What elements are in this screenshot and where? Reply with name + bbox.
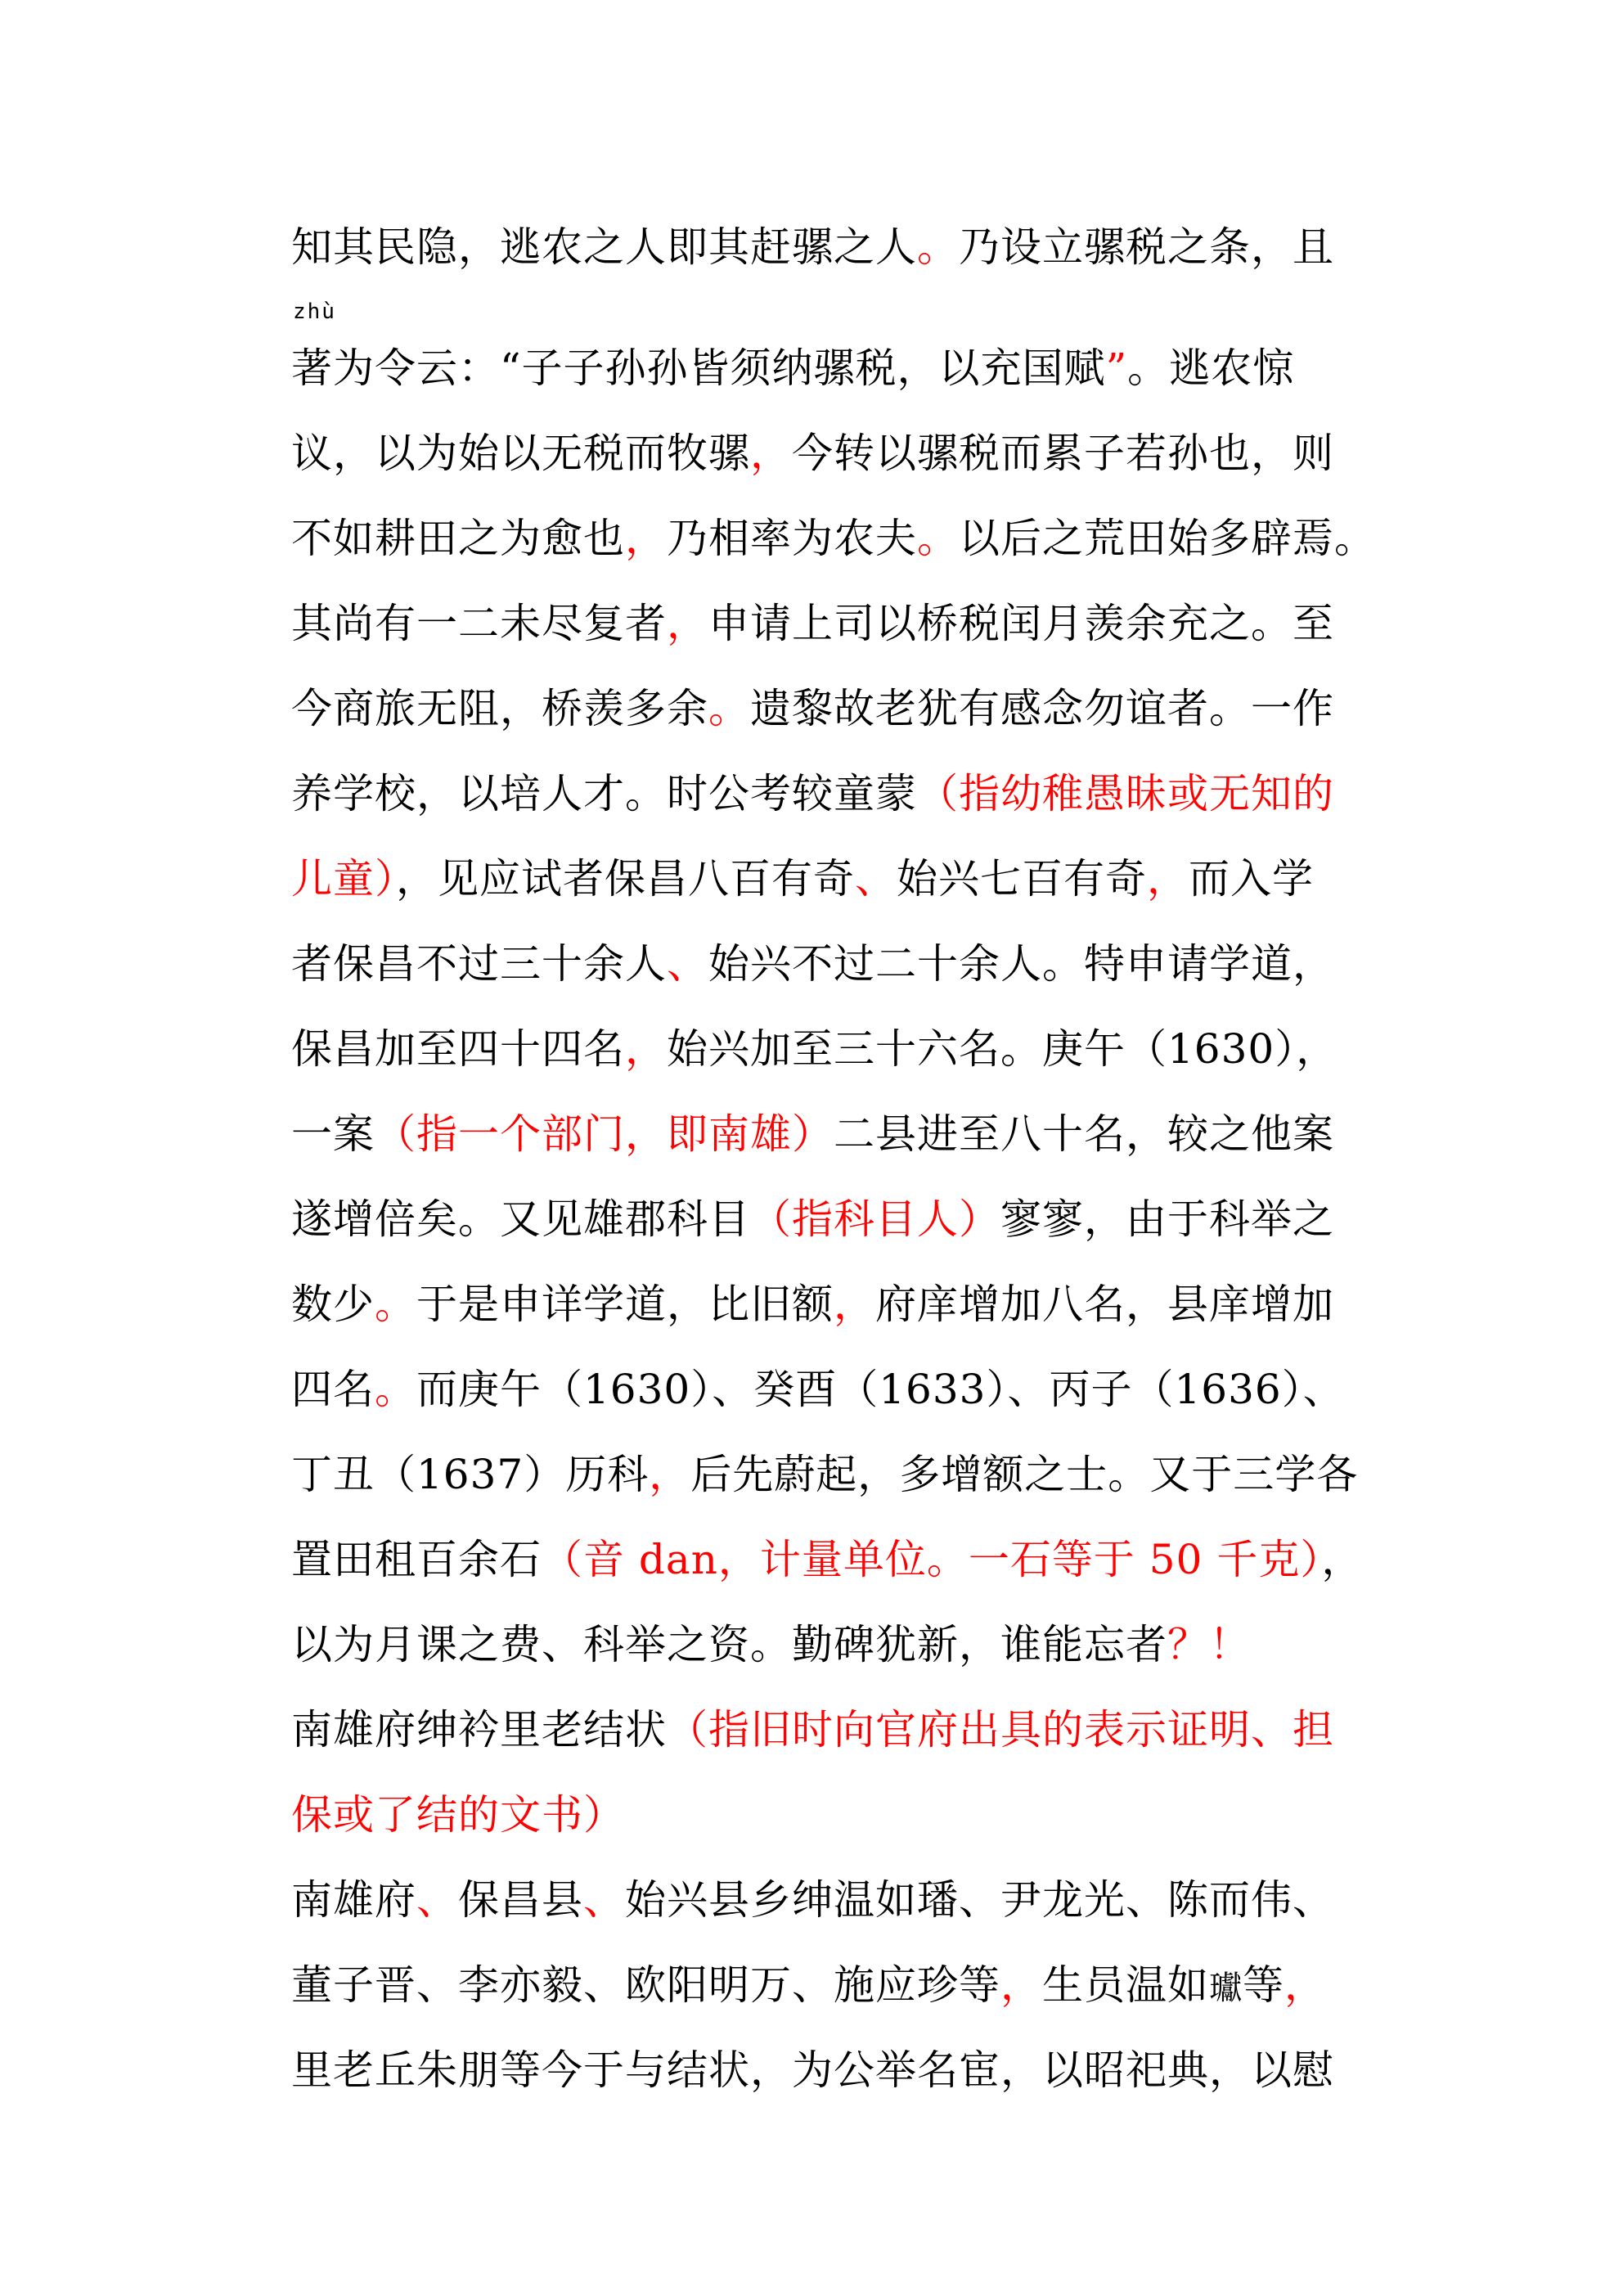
body-text: 乃设立骡税之条，且 xyxy=(959,223,1334,271)
body-text: 今转以骡税而累子若孙也，则 xyxy=(792,430,1334,477)
body-text: 遗黎故老犹有感念勿谊者。一作 xyxy=(750,685,1334,732)
body-text: 申请上司以桥税闰月羡余充之。至 xyxy=(708,600,1334,647)
text-line xyxy=(291,496,1387,581)
annotation-text: 、 xyxy=(667,940,708,988)
body-text: 一案 xyxy=(291,1110,375,1158)
annotation-text: （指科目人） xyxy=(750,1195,1000,1243)
text-line xyxy=(291,1772,1387,1857)
annotation-text: ， xyxy=(649,1451,691,1498)
annotation-text: 。 xyxy=(917,515,959,562)
body-text: 以为月课之费、科举之资。勤碑犹新，谁能忘者 xyxy=(291,1621,1167,1668)
annotation-text: （指旧时向官府出具的表示证明、担 xyxy=(667,1706,1334,1754)
text-line xyxy=(291,1432,1387,1517)
annotation-text: 。 xyxy=(708,685,750,732)
annotation-text: 保或了结的文书） xyxy=(291,1791,625,1839)
body-text: 四名 xyxy=(291,1366,375,1413)
body-text: 丁丑（1637）历科 xyxy=(291,1451,650,1498)
body-text: 而庚午（1630）、癸酉（1633）、丙子（1636）、 xyxy=(416,1366,1345,1413)
annotation-text: ” xyxy=(1105,344,1128,392)
text-line xyxy=(291,921,1387,1006)
body-text: 养学校，以培人才。时公考较童蒙 xyxy=(291,770,917,817)
document-body xyxy=(291,205,1387,2113)
body-text: 者保昌不过三十余人 xyxy=(291,940,667,988)
text-line xyxy=(291,1347,1387,1432)
text-line xyxy=(291,751,1387,836)
annotation-text: ， xyxy=(1000,1961,1042,2009)
annotation-text: ， xyxy=(625,1025,667,1073)
body-text: ，见应试者保昌八百有奇 xyxy=(396,855,855,903)
body-text: 以后之荒田始多辟焉。 xyxy=(959,515,1376,562)
annotation-text: ， xyxy=(834,1281,875,1328)
text-line xyxy=(291,1943,1387,2028)
text-line xyxy=(291,1857,1387,1943)
body-text: 二县进至八十名，较之他案 xyxy=(834,1110,1334,1158)
text-line xyxy=(291,836,1387,921)
text-line xyxy=(291,1177,1387,1262)
body-text: 南雄府绅衿里老结状 xyxy=(291,1706,667,1754)
text-line xyxy=(291,411,1387,496)
body-text: 后先蔚起，多增额之士。又于三学各 xyxy=(690,1451,1359,1498)
annotation-text: 、 xyxy=(583,1876,625,1924)
annotation-text: （指幼稚愚昧或无知的 xyxy=(917,770,1334,817)
annotation-text: ？！ xyxy=(1167,1621,1251,1668)
text-line xyxy=(291,1262,1387,1347)
annotation-text: ， xyxy=(1147,855,1189,903)
annotation-text: 。 xyxy=(917,223,959,271)
annotation-text: ， xyxy=(667,600,708,647)
body-text: 于是申详学道，比旧额 xyxy=(416,1281,834,1328)
annotation-text: ， xyxy=(1284,1961,1326,2009)
body-text: 乃相率为农夫 xyxy=(667,515,917,562)
body-text: 知其民隐，逃农之人即其赶骡之人 xyxy=(291,223,917,271)
annotation-text: （音 dan，计量单位。一石等于 50 千克） xyxy=(542,1536,1322,1583)
text-line xyxy=(291,1602,1387,1687)
body-text: 其尚有一二未尽复者 xyxy=(291,600,667,647)
body-text: 著为令云：“子子孙孙皆须纳骡税，以充国赋 xyxy=(291,344,1106,392)
text-line xyxy=(291,205,1387,290)
body-text: 等 xyxy=(1243,1961,1284,2009)
body-text: ， xyxy=(1321,1536,1364,1583)
annotation-text: 儿童） xyxy=(291,855,396,903)
body-text: 始兴县乡绅温如璠、尹龙光、陈而伟、 xyxy=(625,1876,1334,1924)
body-text: 府庠增加八名，县庠增加 xyxy=(875,1281,1334,1328)
annotation-text: ， xyxy=(750,430,792,477)
body-text: 。逃农惊 xyxy=(1127,344,1295,392)
body-text: 生员温如 xyxy=(1042,1961,1209,2009)
annotation-text: （指一个部门，即南雄） xyxy=(375,1110,834,1158)
body-text: 今商旅无阻，桥羡多余 xyxy=(291,685,708,732)
body-text: 保昌县 xyxy=(458,1876,583,1924)
annotation-text: 。 xyxy=(375,1281,416,1328)
body-text: 南雄府 xyxy=(291,1876,416,1924)
text-line xyxy=(291,299,1387,411)
body-text: 数少 xyxy=(291,1281,375,1328)
text-line xyxy=(291,1092,1387,1177)
body-text: 始兴不过二十余人。特申请学道， xyxy=(708,940,1334,988)
body-text: 不如耕田之为愈也 xyxy=(291,515,625,562)
text-line xyxy=(291,1006,1387,1092)
body-text: 而入学 xyxy=(1189,855,1314,903)
pinyin-annotation: zhù xyxy=(293,299,336,324)
body-text: 始兴加至三十六名。庚午（1630）， xyxy=(667,1025,1338,1073)
annotation-text: 。 xyxy=(375,1366,416,1413)
annotation-text: 、 xyxy=(416,1876,458,1924)
text-line xyxy=(291,1517,1387,1602)
text-line xyxy=(291,581,1387,666)
body-text: 议，以为始以无税而牧骡 xyxy=(291,430,750,477)
text-line xyxy=(291,2028,1387,2113)
annotation-text: ， xyxy=(625,515,667,562)
text-line xyxy=(291,1687,1387,1772)
body-text: 里老丘朱朋等今于与结状，为公举名宦，以昭祀典，以慰 xyxy=(291,2046,1334,2094)
body-text: 董子晋、李亦毅、欧阳明万、施应珍等 xyxy=(291,1961,1000,2009)
body-text: 寥寥，由于科举之 xyxy=(1000,1195,1334,1243)
body-text: 保昌加至四十四名 xyxy=(291,1025,625,1073)
body-text: 置田租百余石 xyxy=(291,1536,542,1583)
body-text: 遂增倍矣。又见雄郡科目 xyxy=(291,1195,750,1243)
body-text: 瓛 xyxy=(1209,1970,1243,2007)
annotation-text: 、 xyxy=(855,855,897,903)
text-line xyxy=(291,666,1387,751)
body-text: 始兴七百有奇 xyxy=(897,855,1147,903)
